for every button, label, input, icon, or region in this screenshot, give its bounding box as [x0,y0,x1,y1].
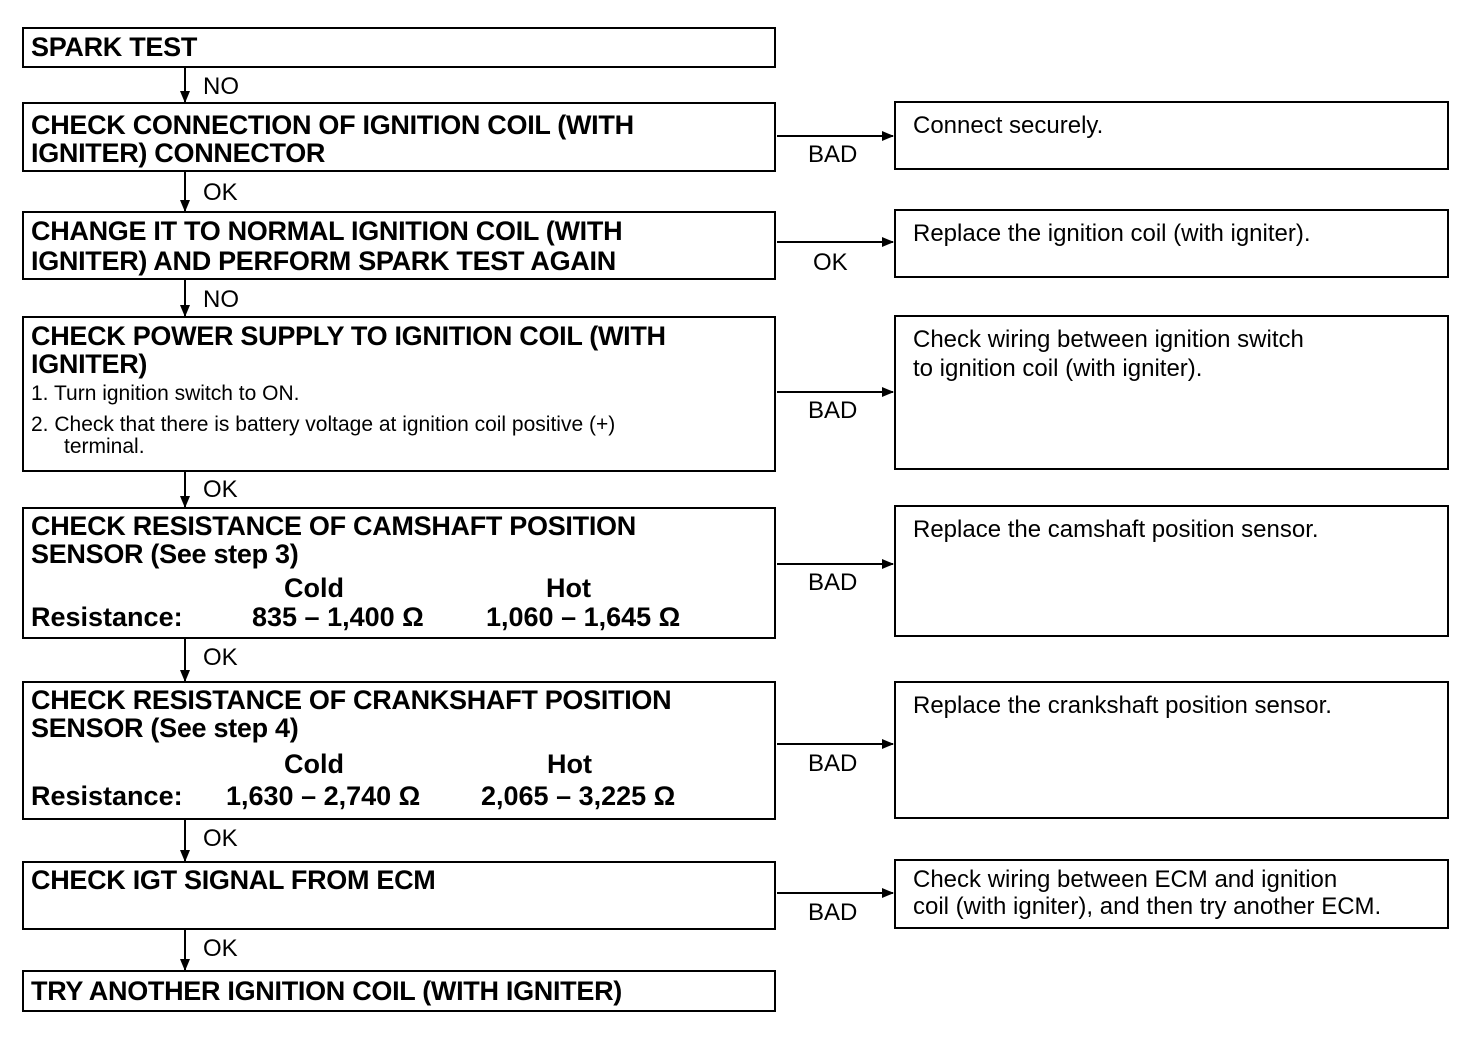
step6-result: Check wiring between ECM and ignition coil (with igniter), and then try another ECM. [913,866,1382,920]
step3-instruction-2-cont: terminal. [64,435,145,458]
step6-result-box [894,859,1449,929]
step4-cold-header: Cold [284,573,344,603]
step3-result: Check wiring between ignition switch to ignition coil (with igniter). [913,326,1304,382]
final-box [22,970,776,1012]
branch-label-bad: BAD [808,397,858,424]
connector-label-ok: OK [203,476,238,503]
step5-box [22,681,776,820]
step4-result: Replace the camshaft position sensor. [913,516,1319,543]
connector-label-ok: OK [203,935,238,962]
step4-box [22,507,776,639]
connector-label-ok: OK [203,179,238,206]
step4-hot-header: Hot [546,573,591,603]
step2-result: Replace the ignition coil (with igniter). [913,220,1311,247]
step5-hot-header: Hot [547,749,592,779]
step4-cold-value: 835 – 1,400 Ω [252,602,424,632]
step5-cold-header: Cold [284,749,344,779]
connector-label-no: NO [203,73,239,100]
branch-label-bad: BAD [808,899,858,926]
branch-label-bad: BAD [808,569,858,596]
step5-result-box [894,681,1449,819]
branch-label-ok: OK [813,249,848,276]
step5-result: Replace the crankshaft position sensor. [913,692,1332,719]
step5-hot-value: 2,065 – 3,225 Ω [481,781,676,811]
step4-title: CHECK RESISTANCE OF CAMSHAFT POSITION SENSOR (See step 3) [31,511,636,569]
step3-box [22,316,776,472]
connector-label-ok: OK [203,825,238,852]
step5-cold-value: 1,630 – 2,740 Ω [226,781,421,811]
connector-label-ok: OK [203,644,238,671]
step4-result-box [894,505,1449,637]
step2-result-box [894,209,1449,278]
step3-instruction-1: 1. Turn ignition switch to ON. [31,382,300,405]
step6-box [22,861,776,930]
step2-title: CHANGE IT TO NORMAL IGNITION COIL (WITH IGNITER) AND PERFORM SPARK TEST AGAIN [31,216,623,276]
step1-result: Connect securely. [913,112,1104,139]
step3-result-box [894,315,1449,470]
step4-resistance-label: Resistance: [31,602,183,632]
spark-test-title: SPARK TEST [31,32,198,62]
step5-title: CHECK RESISTANCE OF CRANKSHAFT POSITION SENSOR (See step 4) [31,685,672,743]
step1-title: CHECK CONNECTION OF IGNITION COIL (WITH IGNITER) CONNECTOR [31,110,634,168]
connector-label-no: NO [203,286,239,313]
branch-label-bad: BAD [808,750,858,777]
final-title: TRY ANOTHER IGNITION COIL (WITH IGNITER) [31,976,622,1006]
spark-test-box [22,27,776,68]
step6-title: CHECK IGT SIGNAL FROM ECM [31,865,436,895]
step3-title: CHECK POWER SUPPLY TO IGNITION COIL (WITH IGNITER) [31,321,666,379]
step5-resistance-label: Resistance: [31,781,183,811]
step1-box [22,102,776,172]
step3-instruction-2-text: 2. Check that there is battery voltage at ignition coil positive (+) [31,413,616,436]
step2-box [22,211,776,280]
step1-result-box [894,101,1449,170]
step3-instruction-2 [24,412,774,457]
step4-hot-value: 1,060 – 1,645 Ω [486,602,681,632]
branch-label-bad: BAD [808,141,858,168]
